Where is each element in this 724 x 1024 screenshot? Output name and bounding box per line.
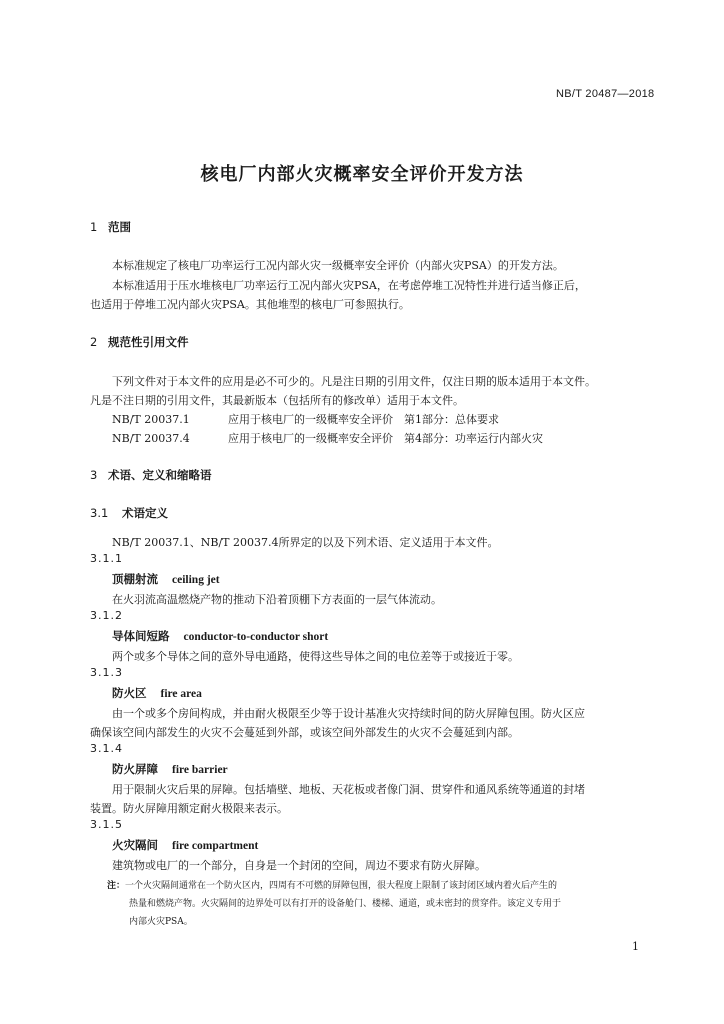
reference-code: NB/T 20037.4: [112, 432, 190, 445]
section-1-heading: [90, 219, 131, 235]
term-number: 3.1.5: [90, 818, 123, 831]
paragraph: 也适用于停堆工况内部火灾PSA。其他堆型的核电厂可参照执行。: [90, 298, 410, 311]
term-number: 3.1.3: [90, 666, 123, 679]
page-number: 1: [632, 940, 639, 953]
note-label: 注：: [107, 881, 126, 891]
term-zh: 顶棚射流: [112, 572, 158, 586]
term-zh: 防火区: [112, 686, 147, 700]
term-zh: 火灾隔间: [112, 838, 158, 852]
term-heading: [112, 571, 220, 587]
term-number: 3.1.1: [90, 552, 123, 565]
reference-item: [112, 430, 543, 446]
term-definition: 两个或多个导体之间的意外导电通路，使得这些导体之间的电位差等于或接近于零。: [112, 650, 519, 663]
term-en: fire compartment: [172, 840, 259, 852]
standard-code: NB/T 20487—2018: [556, 88, 655, 100]
term-definition: 确保该空间内部发生的火灾不会蔓延到外部，或该空间外部发生的火灾不会蔓延到内部。: [90, 726, 519, 739]
note-line: 内部火灾PSA。: [129, 917, 193, 927]
reference-title: 应用于核电厂的一级概率安全评价 第1部分：总体要求: [228, 413, 499, 426]
term-heading: [112, 837, 258, 853]
section-3-heading: [90, 467, 212, 483]
section-2-heading: [90, 334, 189, 350]
subsection-3-1-heading: [90, 505, 168, 521]
reference-title: 应用于核电厂的一级概率安全评价 第4部分：功率运行内部火灾: [228, 432, 543, 445]
paragraph: 凡是不注日期的引用文件，其最新版本（包括所有的修改单）适用于本文件。: [90, 394, 464, 407]
term-number: 3.1.4: [90, 742, 123, 755]
subsection-title: 术语定义: [122, 506, 168, 520]
section-title: 范围: [108, 220, 131, 234]
term-definition: 由一个或多个房间构成，并由耐火极限至少等于设计基准火灾持续时间的防火屏障包围。防火区应: [112, 707, 585, 720]
term-en: fire area: [160, 688, 202, 700]
note-line: [107, 878, 557, 891]
paragraph: NB/T 20037.1、NB/T 20037.4所界定的以及下列术语、定义适用于本文件。: [112, 536, 499, 549]
section-title: 规范性引用文件: [108, 335, 189, 349]
term-zh: 防火屏障: [112, 762, 158, 776]
term-zh: 导体间短路: [112, 629, 170, 643]
term-heading: [112, 628, 328, 644]
paragraph: 本标准适用于压水堆核电厂功率运行工况内部火灾PSA，在考虑停堆工况特性并进行适当修正后，: [112, 279, 586, 292]
section-number: 1: [90, 220, 98, 234]
term-number: 3.1.2: [90, 609, 123, 622]
term-en: ceiling jet: [172, 574, 220, 586]
paragraph: 本标准规定了核电厂功率运行工况内部火灾一级概率安全评价（内部火灾PSA）的开发方法。: [112, 259, 564, 272]
subsection-number: 3.1: [90, 506, 109, 520]
term-heading: [112, 685, 202, 701]
note-text: 一个火灾隔间通常在一个防火区内，四周有不可燃的屏障包围，很大程度上限制了该封闭区域内着火后产生的: [125, 881, 558, 891]
reference-code: NB/T 20037.1: [112, 413, 190, 426]
term-heading: [112, 761, 228, 777]
term-definition: 装置。防火屏障用额定耐火极限来表示。: [90, 802, 288, 815]
section-title: 术语、定义和缩略语: [108, 468, 212, 482]
note-line: 热量和燃烧产物。火灾隔间的边界处可以有打开的设备舱门、楼梯、通道，或未密封的贯穿件。该定义专用于: [129, 899, 562, 909]
section-number: 2: [90, 335, 98, 349]
term-en: fire barrier: [172, 764, 228, 776]
document-title: 核电厂内部火灾概率安全评价开发方法: [200, 164, 524, 185]
term-en: conductor-to-conductor short: [183, 631, 329, 643]
reference-item: [112, 411, 499, 427]
paragraph: 下列文件对于本文件的应用是必不可少的。凡是注日期的引用文件，仅注日期的版本适用于本文件。: [112, 375, 596, 388]
term-definition: 在火羽流高温燃烧产物的推动下沿着顶棚下方表面的一层气体流动。: [112, 593, 442, 606]
term-definition: 建筑物或电厂的一个部分，自身是一个封闭的空间，周边不要求有防火屏障。: [112, 859, 486, 872]
section-number: 3: [90, 468, 98, 482]
term-definition: 用于限制火灾后果的屏障。包括墙壁、地板、天花板或者像门洞、贯穿件和通风系统等通道的封堵: [112, 783, 585, 796]
